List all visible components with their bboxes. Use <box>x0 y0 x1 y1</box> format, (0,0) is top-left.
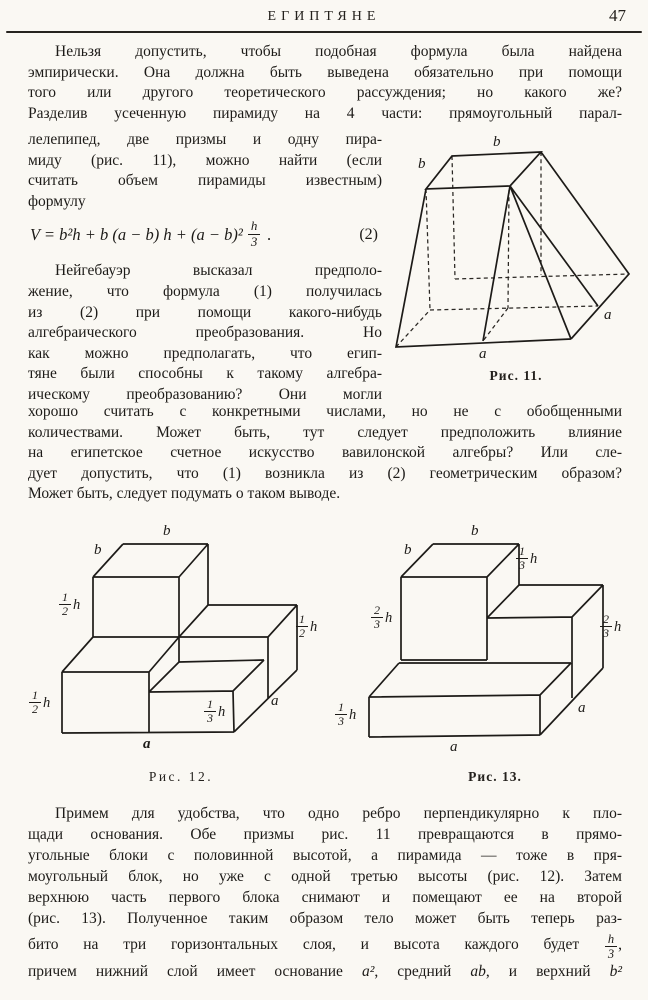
text-line-with-math <box>28 961 622 982</box>
text-line: количествами. Может быть, тут следует предположить влияние <box>28 423 622 441</box>
equation-number: (2) <box>359 226 378 244</box>
fraction-denominator: 2 <box>29 702 41 716</box>
figure-11-hidden-edges <box>396 152 629 347</box>
text-line: лелепипед, две призмы и одну пира- <box>28 131 382 148</box>
text-line: из (2) при помощи какого-нибудь <box>28 303 382 321</box>
text-line: тяне были способны к такому алгебра- <box>28 365 382 383</box>
text-line: считать объем пирамиды известным) <box>28 172 382 190</box>
text-line: ическому преобразованию? Они могли <box>28 385 382 403</box>
fraction-suffix: h <box>218 703 226 720</box>
height-label-third-top-right <box>516 545 537 573</box>
fraction-suffix: h <box>530 550 538 567</box>
paragraph-3 <box>28 803 622 982</box>
height-label-two-thirds-right <box>600 613 621 641</box>
fraction-numerator: 1 <box>338 700 344 714</box>
fraction-denominator: 3 <box>335 714 347 728</box>
volume-formula <box>30 217 382 253</box>
fraction-denominator: 3 <box>204 711 216 725</box>
text-line: дует допустить, что (1) возникла из (2) геометрическим образом? <box>28 464 622 482</box>
text-line-with-fraction <box>28 929 622 961</box>
line8-text: причем нижний слой имеет основание <box>28 963 362 980</box>
fraction-numerator: h <box>250 218 258 234</box>
fraction-denominator: 3 <box>371 617 383 631</box>
fraction-numerator: 2 <box>374 603 380 617</box>
left-column <box>28 130 382 406</box>
height-label-two-thirds-left <box>371 604 392 632</box>
edge-label-a-right: a <box>271 693 279 709</box>
edge-label-b-top: b <box>471 523 479 539</box>
edge-label-b-left: b <box>404 542 412 558</box>
edge-label-b-top: b <box>493 134 501 150</box>
fraction-suffix: h <box>349 706 357 723</box>
line8-text: , средний <box>374 963 471 980</box>
text-line: жение, что формула (1) получилась <box>28 282 382 300</box>
figure-11-solid-edges <box>396 152 629 347</box>
figure-13-caption: Рис. 13. <box>468 769 522 784</box>
figure-13 <box>334 523 636 790</box>
edge-label-a-bottom: a <box>450 739 458 755</box>
edge-label-b-left: b <box>418 156 426 172</box>
page-header-title: ЕГИПТЯНЕ <box>267 9 381 24</box>
fraction-denominator: 2 <box>296 626 308 640</box>
fraction-denominator: 3 <box>248 234 261 250</box>
fraction-denominator: 2 <box>59 604 71 618</box>
text-line: щади основания. Обе призмы рис. 11 превращаются в прямо- <box>28 826 622 843</box>
edge-label-a-right: a <box>604 307 612 323</box>
fraction-numerator: 1 <box>207 697 213 711</box>
edge-label-a-bottom: a <box>143 736 151 752</box>
fraction-numerator: 1 <box>519 544 525 558</box>
text-line: того или другого теоретического рассуждения; но какого же? <box>28 84 622 102</box>
height-label-third-bottom-left <box>335 701 356 729</box>
figure-11-caption: Рис. 11. <box>489 368 543 383</box>
header-rule <box>6 31 642 33</box>
text-line: эмпирически. Она должна быть выведена обязательно при помощи <box>28 63 622 81</box>
figure-12 <box>28 523 334 790</box>
fraction-suffix: h <box>43 694 51 711</box>
line8-text: , и верхний <box>485 963 610 980</box>
edge-label-b-left: b <box>94 542 102 558</box>
formula-period: . <box>267 225 272 245</box>
fraction-numerator: 1 <box>62 590 68 604</box>
fraction-denominator: 3 <box>605 946 617 961</box>
text-line: верхнюю часть первого блока снимают и помещают ее на второй <box>28 889 622 906</box>
text-line: Примем для удобства, что одно ребро перпендикулярно к пло- <box>55 805 622 822</box>
text-line: Нельзя допустить, чтобы подобная формула была найдена <box>55 43 622 60</box>
text-line: Нейгебауэр высказал предполо- <box>55 262 382 280</box>
math-var-ab: ab <box>470 963 486 980</box>
fraction-suffix: h <box>385 609 393 626</box>
text-line: Разделив усеченную пирамиду на 4 части: прямоугольный парал- <box>28 104 622 122</box>
line7-punctuation: , <box>618 936 622 953</box>
edge-label-a-right: a <box>578 700 586 716</box>
fraction-denominator: 3 <box>516 558 528 572</box>
height-label-half-upper-left <box>59 591 80 619</box>
math-var-a-squared: a² <box>361 963 375 980</box>
math-var-b-squared: b² <box>609 963 622 980</box>
text-line: Может быть, следует подумать о таком выводе. <box>28 485 341 503</box>
text-line: как можно предполагать, что егип- <box>28 344 382 362</box>
fraction-denominator: 3 <box>600 626 612 640</box>
fraction-suffix: h <box>614 618 622 635</box>
edge-label-b-top: b <box>163 523 171 539</box>
text-line: миду (рис. 11), можно найти (если <box>28 151 382 169</box>
figure-12-solid-edges <box>62 544 297 733</box>
text-line: моугольный блок, но уже с одной третью высоты (рис. 12). Затем <box>28 868 622 885</box>
fraction-numerator: h <box>607 931 615 946</box>
text-line: на египетское счетное искусство вавилонской алгебры? Или сле- <box>28 444 622 462</box>
fraction-suffix: h <box>310 618 318 635</box>
paragraph-1 <box>28 42 622 124</box>
text-line: угольные блоки с половинной высотой, а пирамида — тоже в пря- <box>28 847 622 864</box>
fraction-suffix: h <box>73 596 81 613</box>
fraction-numerator: 1 <box>32 688 38 702</box>
figure-13-solid-edges <box>369 544 603 737</box>
text-line: алгебраического преобразования. Но <box>28 324 382 342</box>
text-line: хорошо считать с конкретными числами, но не с обобщенными <box>28 403 622 420</box>
inline-fraction-h-over-3 <box>605 932 617 961</box>
figure-13-drawing <box>334 528 636 756</box>
paragraph-2 <box>28 402 622 505</box>
figure-11 <box>385 136 647 394</box>
figure-12-drawing <box>28 528 334 756</box>
figure-12-caption: Рис. 12. <box>148 769 214 784</box>
formula-fraction <box>248 219 261 249</box>
fraction-numerator: 1 <box>299 612 305 626</box>
formula-lhs: V = b²h + b (a − b) h + (a − b)² <box>30 225 243 245</box>
text-line: формулу <box>28 192 86 210</box>
edge-label-a-bottom: a <box>479 346 487 362</box>
page-number: 47 <box>609 6 626 25</box>
height-label-half-lower-left <box>29 689 50 717</box>
line7-text: бито на три горизонтальных слоя, и высота каждого будет <box>28 936 580 953</box>
height-label-third-small-block <box>204 698 225 726</box>
fraction-numerator: 2 <box>603 612 609 626</box>
height-label-half-right <box>296 613 317 641</box>
text-line: (рис. 13). Полученное таким образом тело может быть теперь раз- <box>28 910 622 927</box>
